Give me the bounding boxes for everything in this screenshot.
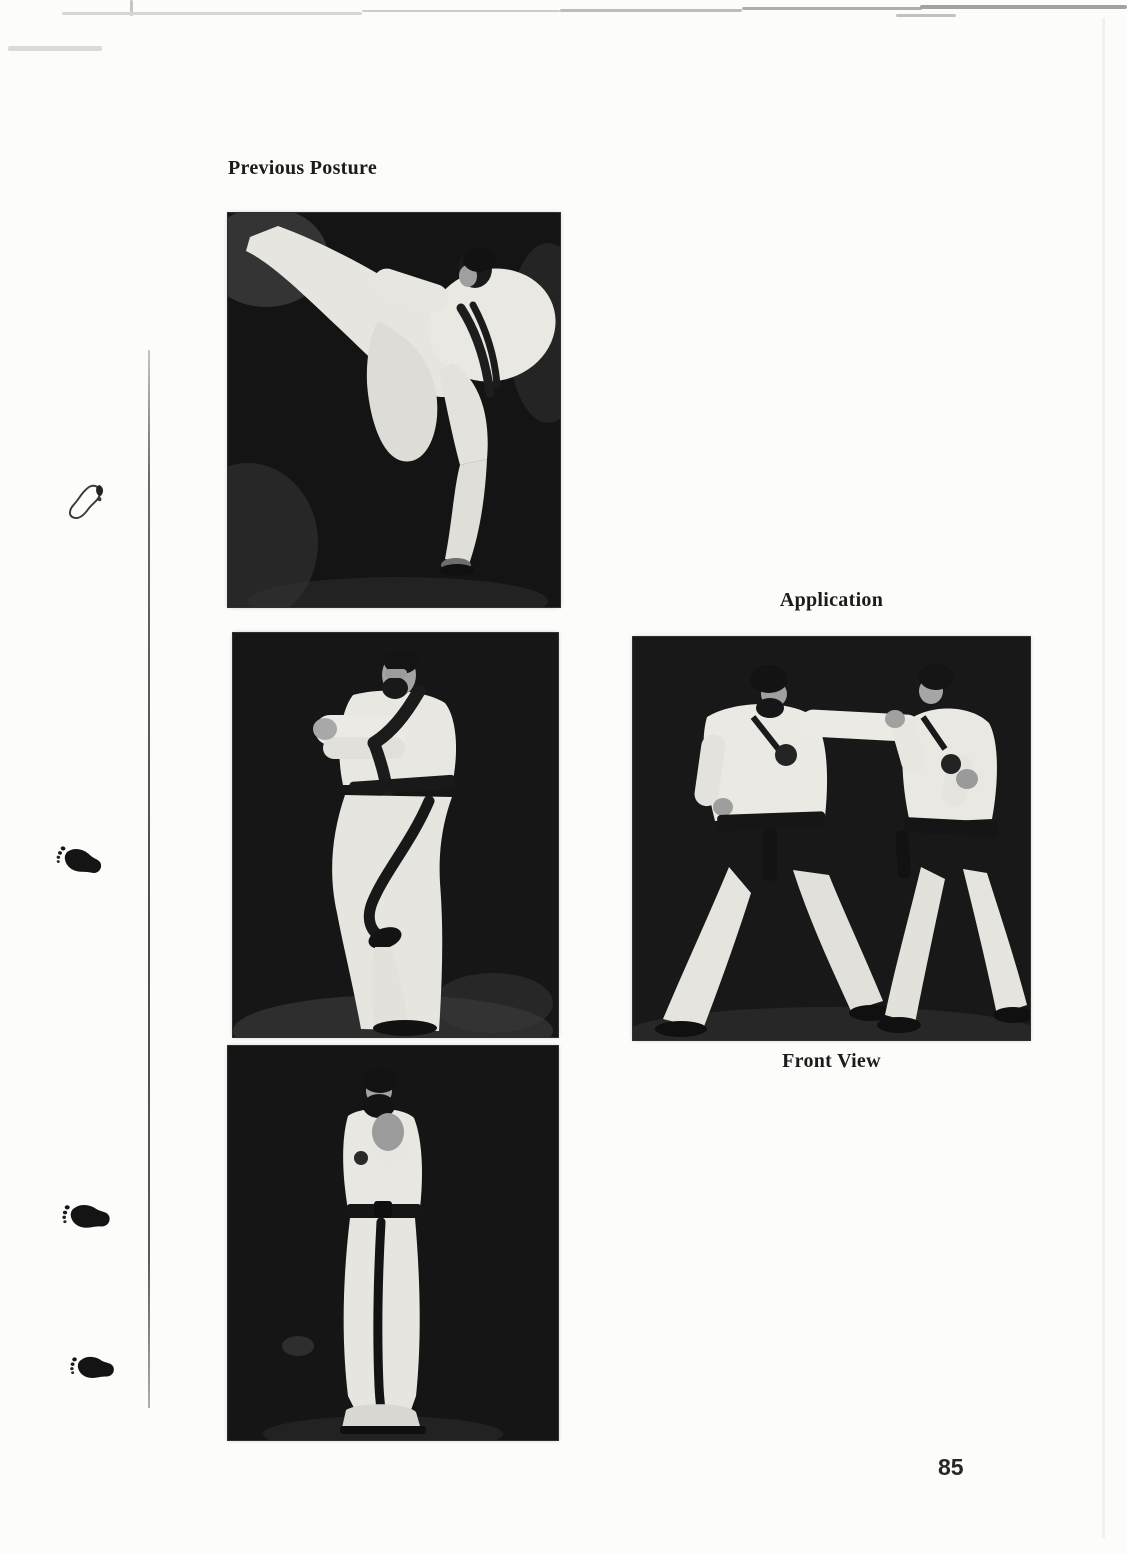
photo-previous-posture	[228, 213, 560, 607]
footprint-solid-icon	[67, 1351, 116, 1385]
scan-artifact	[560, 9, 742, 12]
photo-front-view-art	[228, 1046, 558, 1440]
photo-previous-posture-art	[228, 213, 560, 607]
scan-artifact	[896, 14, 956, 17]
photo-side-view	[233, 633, 558, 1037]
footprint-solid-icon	[59, 1199, 113, 1236]
heading-front-view: Front View	[782, 1050, 881, 1072]
photo-side-view-art	[233, 633, 558, 1037]
scan-artifact	[362, 10, 560, 12]
footprint-solid-icon	[51, 838, 108, 883]
heading-application: Application	[779, 589, 884, 611]
scan-artifact	[920, 5, 1127, 9]
photo-front-view	[228, 1046, 558, 1440]
scan-artifact	[8, 46, 102, 51]
scan-artifact	[1102, 18, 1105, 1538]
photo-application	[633, 637, 1030, 1040]
page-number: 85	[938, 1454, 964, 1480]
heading-previous-posture: Previous Posture	[228, 157, 378, 179]
footprint-outline-icon	[56, 471, 115, 532]
scan-artifact	[742, 7, 922, 10]
margin-rule	[148, 350, 150, 1408]
scan-artifact	[62, 12, 362, 15]
photo-application-art	[633, 637, 1030, 1040]
